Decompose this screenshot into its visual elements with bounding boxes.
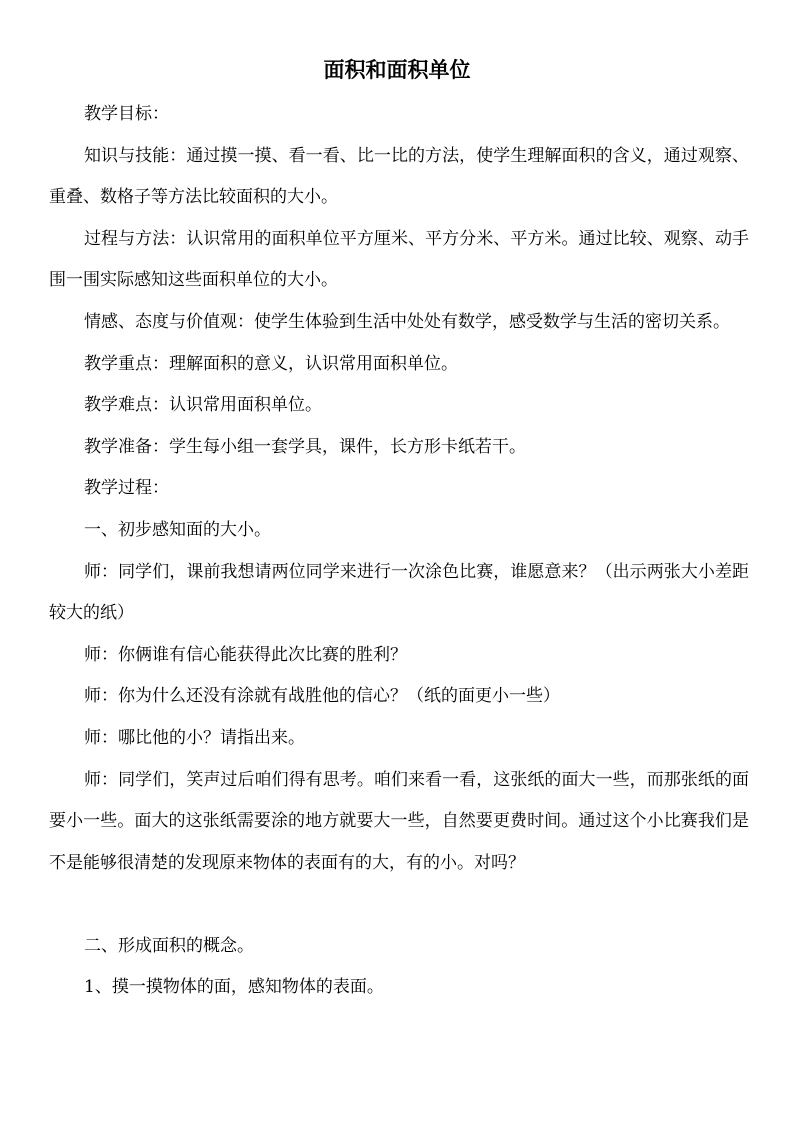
paragraph-preparation: 教学准备：学生每小组一套学具，课件，长方形卡纸若干。 bbox=[84, 436, 526, 457]
dialogue-line: 师：同学们，课前我想请两位同学来进行一次涂色比赛，谁愿意来？（出示两张大小差距较大的纸） bbox=[49, 561, 749, 624]
section-heading-1: 一、初步感知面的大小。 bbox=[84, 519, 271, 540]
paragraph-teaching-process: 教学过程： bbox=[84, 478, 169, 499]
document-body bbox=[49, 94, 749, 1009]
paragraph-emotion-values: 情感、态度与价值观：使学生体验到生活中处处有数学，感受数学与生活的密切关系。 bbox=[84, 311, 730, 332]
section-heading-2: 二、形成面积的概念。 bbox=[84, 935, 254, 956]
dialogue-line: 师：你为什么还没有涂就有战胜他的信心？（纸的面更小一些） bbox=[84, 686, 560, 707]
sub-step-1: 1、摸一摸物体的面，感知物体的表面。 bbox=[84, 977, 384, 998]
dialogue-line: 师：你俩谁有信心能获得此次比赛的胜利？ bbox=[84, 644, 407, 665]
blank-line bbox=[49, 884, 749, 926]
document-title: 面积和面积单位 bbox=[323, 57, 471, 82]
dialogue-line: 师：同学们，笑声过后咱们得有思考。咱们来看一看，这张纸的面大一些，而那张纸的面要小一些。面大的这张纸需要涂的地方就要大一些，自然要更费时间。通过这个小比赛我们是不是能够很清楚的发现原来物体的表面有的大，有的小。对吗？ bbox=[49, 769, 749, 873]
paragraph-process-method: 过程与方法：认识常用的面积单位平方厘米、平方分米、平方米。通过比较、观察、动手围一围实际感知这些面积单位的大小。 bbox=[49, 228, 749, 291]
paragraph-key-points: 教学重点：理解面积的意义，认识常用面积单位。 bbox=[84, 353, 458, 374]
paragraph-teaching-goals: 教学目标： bbox=[84, 104, 169, 124]
dialogue-line: 师：哪比他的小？请指出来。 bbox=[84, 727, 305, 748]
paragraph-difficulties: 教学难点：认识常用面积单位。 bbox=[84, 395, 322, 416]
paragraph-knowledge-skills: 知识与技能：通过摸一摸、看一看、比一比的方法，使学生理解面积的含义，通过观察、重叠、数格子等方法比较面积的大小。 bbox=[49, 145, 749, 208]
